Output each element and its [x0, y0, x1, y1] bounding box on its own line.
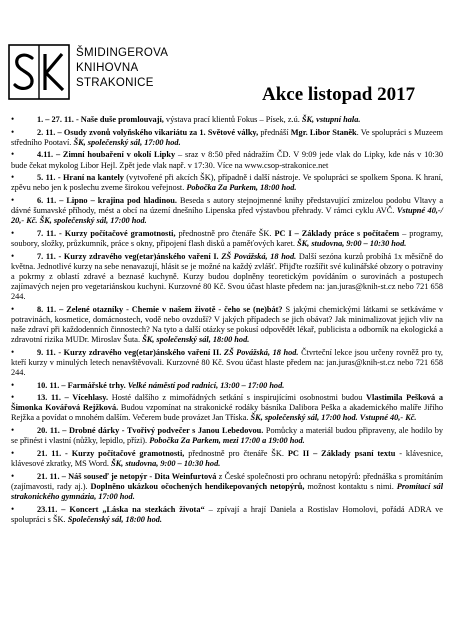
bullet-icon [11, 149, 37, 160]
event-heading: 7. 11. - Kurzy zdravého veg(etar)ánského vaření I. [37, 251, 219, 261]
event-heading: 5. 11. - Hraní na kantely [37, 173, 124, 183]
event-item [11, 380, 443, 391]
event-heading: 20. 11. – Drobné dárky - Tvořivý podvečer s Janou Lebedovou. [37, 426, 264, 436]
event-heading: Mgr. Libor Staněk [290, 127, 357, 137]
library-logo [8, 44, 70, 100]
event-venue: ŠK, studovna, 9:00 – 10:30 hod. [297, 239, 407, 248]
event-venue: Pobočka Za Parkem, 18:00 hod. [186, 183, 297, 193]
bullet-icon [11, 304, 37, 315]
event-text: přednáší [258, 127, 291, 137]
event-item [11, 392, 443, 423]
event-text: z České společnosti pro ochranu netopýrů: přednáška s promítáním (zajímavosti, rady aj.). [11, 471, 443, 491]
event-heading: 4.11. – Zimní houbaření v okolí Lipky [37, 150, 176, 160]
event-venue: Pobočka Za Parkem, mezi 17:00 a 19:00 hod. [149, 436, 305, 446]
event-text: Čtvrteční lekce jsou určeny rovněž pro ty, kteří kurzy v minulých letech nenavštěvovali. Kurzovné 80 Kč. Svou účast hlaste předem na: jan.juras@knih-st.cz nebo 721 658 244. [11, 347, 444, 377]
event-venue: ZŠ Povážská, 18 hod. [221, 347, 299, 357]
event-text: Další sezóna kurzů probíhá 1x měsíčně do května. Jednotlivé kurzy na sebe nenavazují, hlásit se je možné na každý zvlášť. Přijďte rozšířit své kulinářské obzory o potraviny a pokrmy z oblastí zdravé a beznasé kuchyně. Kurzy budou doplněny teoretickým povídáním o surovinách a postupech zajímavých nejen pro vegetariánskou kuchyni. Kurzovné 80 Kč. Svou účast hlaste předem na: jan.juras@knih-st.cz nebo 721 658 244. [11, 251, 443, 302]
event-item [11, 251, 443, 302]
event-heading: 9. 11. - Kurzy zdravého veg(etar)ánského vaření II. [37, 347, 222, 357]
bullet-icon [11, 172, 37, 183]
event-heading: 21. 11. – Náš souseď je netopýr - Dita Weinfurtová [37, 471, 217, 481]
bullet-icon [11, 448, 37, 459]
bullet-icon [11, 127, 37, 138]
event-text: S jakými chemickými látkami se setkáváme v potravinách, kosmetice, domácnostech, vodě nebo ovzduší? V jakých případech se jich obávat? Jak minimalizovat jejich vliv na naše zdraví při každodenních činnostech? Na tyto a další otázky se pokusí odpovědět lékař, publicista a odborník na ekologická a zdravotní rizika MUDr. Miroslav Šuta. [11, 304, 443, 345]
event-venue: Promítací sál strakonického gymnázia, 17:00 hod. [11, 481, 444, 501]
event-venue: Vstupné 40,-/ 20,- Kč. ŠK, společenský sál, 17:00 hod. [11, 206, 443, 226]
bullet-icon [11, 228, 37, 239]
bullet-icon [11, 471, 37, 482]
event-heading: 7. 11. - Kurzy počítačové gramotnosti, [37, 228, 176, 238]
event-venue: ŠK, studovna, 9:00 – 10:30 hod. [111, 459, 221, 469]
event-text: přednostně pro čtenáře ŠK. [184, 448, 288, 458]
event-text: – zpívají a hrají Daniela a Rostislav Homolovi, pořádá ADRA ve spolupráci s ŠK. [11, 504, 443, 524]
event-heading: Vlastimila Pešková a Šimonka Kovářová Rejžková. [11, 393, 443, 413]
event-text: Budou vzpomínat na strakonické rodáky básníka Dalibora Peška a akademického malíře Jiřího Rejžka a povídat o mnohém dalším. Večerem bude provázet Jan Tříska. [11, 403, 443, 423]
event-item [11, 172, 443, 193]
bullet-icon [11, 251, 37, 262]
event-text: možnost kontaktu s nimi. [304, 481, 397, 491]
event-heading: PC II – Základy psaní textu [287, 448, 396, 458]
event-list [11, 114, 443, 526]
bullet-icon [11, 425, 37, 436]
event-venue: Společenský sál, 18:00 hod. [67, 514, 162, 524]
event-text: (vytvořené při akcích ŠK), případně i další nástroje. Ve spolupráci se spolkem Spona. K hraní, zpěvu nebo jen k poslechu zveme širokou veřejnost. [11, 173, 444, 193]
bullet-icon [11, 380, 37, 391]
event-item [11, 304, 443, 345]
event-text: . Ve spolupráci s Muzeem středního Pootaví. [11, 127, 443, 147]
event-heading: 8. 11. – Zelené otazníky - Chemie v našem životě - čeho se (ne)bát? [37, 304, 283, 314]
event-venue: ZŠ Povážská, 18 hod. [218, 251, 297, 261]
event-venue: ŠK, společenský sál, 17:00 hod. Vstupné 40,- Kč. [250, 413, 417, 423]
event-venue: ŠK, společenský sál, 17:00 hod. [73, 137, 181, 147]
event-heading: 2. 11. – Osudy zvonů volyňského vikariátu za 1. Světové války, [37, 127, 259, 137]
event-heading: PC I – Základy práce s počítačem [274, 228, 400, 238]
bullet-icon [11, 114, 37, 125]
event-venue: ŠK, vstupní hala. [301, 115, 361, 124]
event-text: Pomůcky a materiál budou připraveny, ale hodilo by se přinést i vlastní (nůžky, lepidlo, přízi). [11, 426, 444, 446]
library-name-line: STRAKONICE [76, 77, 154, 89]
event-item [11, 425, 443, 446]
event-heading: 21. 11. - Kurzy počítačové gramotnosti, [37, 448, 185, 458]
page-header [0, 0, 452, 105]
event-item [11, 504, 443, 525]
event-item [11, 347, 443, 378]
event-heading: 10. 11. – Farmářské trhy. [37, 380, 126, 390]
library-name-line: KNIHOVNA [76, 62, 139, 74]
page-title: Akce listopad 2017 [262, 84, 416, 105]
event-text: Hosté dalšího z mimořádných setkání s inspirujícími osobnostmi budou [108, 393, 367, 403]
bullet-icon [11, 195, 37, 206]
bullet-icon [11, 392, 37, 403]
event-item [11, 114, 443, 125]
event-item [11, 127, 443, 148]
event-item [11, 149, 443, 170]
event-text: přednostně pro čtenáře ŠK. [175, 228, 275, 238]
event-item [11, 471, 443, 502]
event-venue: Velké náměstí pod radnicí, 13:00 – 17:00 hod. [125, 380, 285, 390]
event-text: – sraz v 8:50 před nádražím ČD. V 9:09 jede vlak do Lipky, kde nás v 10:30 bude čekat mykolog Libor Hejl. Zpět jede vlak např. v 17:30. Více na www.csop-strakonice.net [11, 150, 443, 170]
event-heading: 13. 11. – Vícehlasy. [37, 393, 109, 403]
event-item [11, 448, 443, 469]
event-venue: ŠK, společenský sál, 18:00 hod. [142, 335, 250, 345]
event-heading: Doplněno ukázkou očochených hendikepovaných netopýrů, [90, 481, 305, 491]
event-text: - klávesnice, klávesové zkratky, MS Word. [11, 448, 443, 469]
event-text: výstava prací klientů Fokus – Písek, z.ú. [163, 115, 302, 124]
event-heading: 23.11. – Koncert „Láska na stezkách života“ [37, 504, 205, 514]
event-item [11, 228, 443, 249]
event-heading: 1. – 27. 11. - Naše duše promlouvají, [37, 115, 164, 124]
bullet-icon [11, 347, 37, 358]
event-text: – programy, soubory, složky, průzkumník, práce s okny, připojení flash disků a paměťových karet. [11, 228, 443, 248]
library-name [76, 46, 168, 91]
library-name-line: ŠMIDINGEROVA [76, 47, 169, 59]
event-text: Beseda s autory stejnojmenné knihy představující zmizelou podobu Vltavy a dávné šumavské příhody, mést a obcí na území dnešního Lipenska před výstavbou přehrady. V rámci cyklu AVČ. [11, 196, 443, 216]
sk-logo-icon [8, 44, 70, 100]
event-heading: 6. 11. – Lipno – krajina pod hladinou. [37, 196, 177, 206]
event-item [11, 195, 443, 226]
bullet-icon [11, 504, 37, 515]
